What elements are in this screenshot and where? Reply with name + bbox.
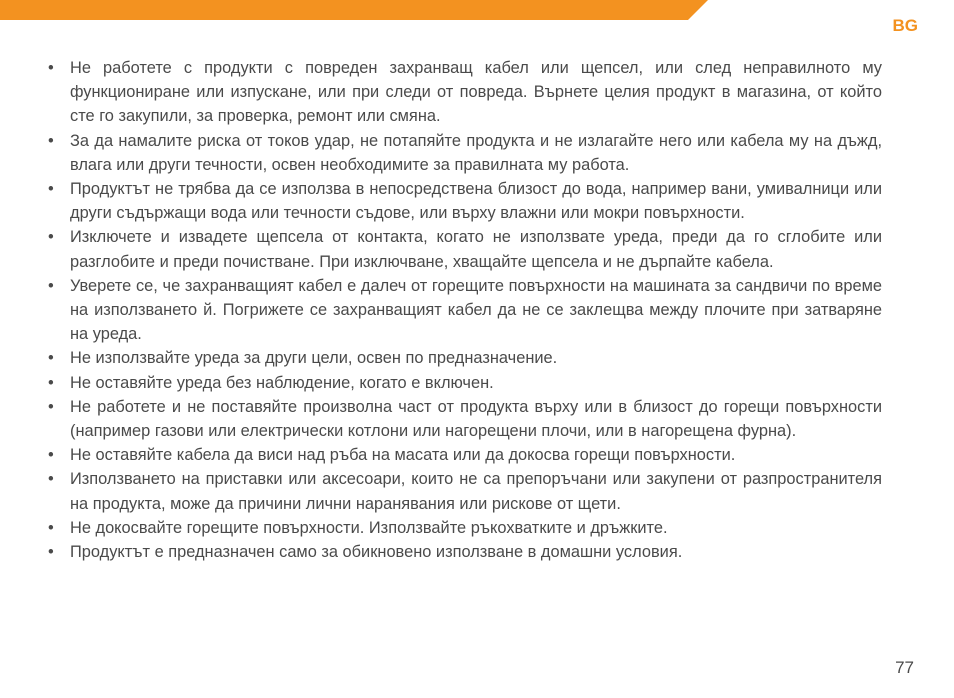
- list-item: [48, 371, 882, 395]
- list-item: [48, 225, 882, 273]
- bullet-icon: •: [48, 373, 54, 392]
- list-item: [48, 395, 882, 443]
- list-item: [48, 540, 882, 564]
- list-item-text: Продуктът не трябва да се използва в непосредствена близост до вода, например вани, умивалници или други съдържащи вода или течности съдове, или върху влажни или мокри повърхности.: [70, 180, 882, 223]
- list-item-text: Не работете с продукти с повреден захранващ кабел или щепсел, или след неправилното му функциониране или изпускане, или при следи от повреда. Върнете целия продукт в магазина, от който сте го закупили, за проверка, ремонт или смяна.: [70, 59, 882, 126]
- list-item: [48, 346, 882, 370]
- list-item-text: Не оставяйте уреда без наблюдение, когато е включен.: [70, 373, 494, 392]
- list-item-text: За да намалите риска от токов удар, не потапяйте продукта и не излагайте него или кабела му на дъжд, влага или други течности, освен необходимите за правилната му работа.: [70, 131, 882, 174]
- list-item-text: Уверете се, че захранващият кабел е далеч от горещите повърхности на машината за сандвичи по време на използването й. Погрижете се захранващият кабел да не се заклещва между плочите при затваряне на уреда.: [70, 276, 882, 344]
- page-number: 77: [895, 658, 914, 677]
- list-item: [48, 129, 882, 177]
- list-item-text: Не използвайте уреда за други цели, освен по предназначение.: [70, 349, 558, 368]
- list-item: [48, 274, 882, 347]
- bullet-icon: •: [48, 349, 54, 368]
- list-item: [48, 56, 882, 129]
- bullet-icon: •: [48, 543, 54, 562]
- bullet-icon: •: [48, 131, 54, 150]
- list-item-text: Използването на приставки или аксесоари, които не са препоръчани или закупени от разпространителя на продукта, може да причини лични наранявания или рискове от щети.: [70, 470, 882, 513]
- list-item-text: Не работете и не поставяйте произволна част от продукта върху или в близост до горещи повърхности (например газови или електрически котлони или нагорещени плочи, или в нагорещена фурна).: [70, 397, 882, 441]
- bullet-icon: •: [48, 518, 54, 537]
- list-item-text: Не оставяйте кабела да виси над ръба на масата или да докосва горещи повърхности.: [70, 446, 736, 465]
- header-accent-bar: [0, 0, 954, 20]
- list-item: [48, 177, 882, 225]
- list-item: [48, 516, 882, 540]
- bullet-icon: •: [48, 397, 54, 416]
- bullet-icon: •: [48, 59, 54, 77]
- language-code: BG: [892, 16, 918, 35]
- list-item: [48, 467, 882, 515]
- list-item-text: Изключете и извадете щепсела от контакта, когато не използвате уреда, преди да го сглобите или разглобите и преди почистване. При изключване, хващайте щепсела и не дърпайте кабела.: [70, 228, 882, 271]
- safety-instructions: [48, 56, 882, 564]
- bullet-icon: •: [48, 470, 54, 489]
- list-item-text: Продуктът е предназначен само за обикновено използване в домашни условия.: [70, 543, 683, 562]
- bullet-icon: •: [48, 276, 54, 295]
- list-item: [48, 443, 882, 467]
- bullet-icon: •: [48, 228, 54, 247]
- bullet-icon: •: [48, 180, 54, 199]
- list-item-text: Не докосвайте горещите повърхности. Използвайте ръкохватките и дръжките.: [70, 518, 668, 537]
- instruction-list: [48, 56, 882, 564]
- bullet-icon: •: [48, 446, 54, 465]
